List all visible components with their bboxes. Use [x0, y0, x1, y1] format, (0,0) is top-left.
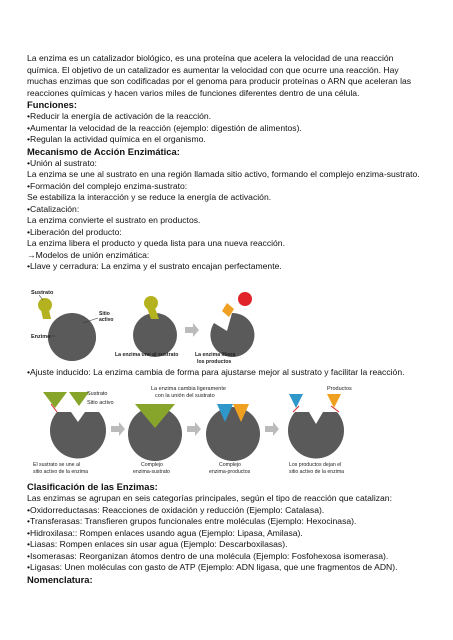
clasificacion-item: •Oxidorreductasas: Reacciones de oxidación y reducción (Ejemplo: Catalasa). — [27, 504, 325, 515]
mecanismo-line: •Formación del complejo enzima-sustrato: — [27, 180, 188, 191]
productos-label: Productos — [327, 386, 352, 392]
funciones-item: •Regulan la actividad química en el organismo. — [27, 134, 206, 144]
substrate-shape — [41, 310, 51, 319]
caption-libera: La enzima libera — [195, 352, 236, 358]
enzyme-shape — [133, 313, 177, 357]
mecanismo-line: La enzima se une al sustrato en una región llamada sitio activo, formando el complejo enzima-sustrato. — [27, 169, 420, 179]
mecanismo-line: •Catalización: — [27, 203, 80, 214]
clasificacion-item: •Isomerasas: Reorganizan átomos dentro de una molécula (Ejemplo: Fosfohexosa isomerasa). — [27, 550, 389, 561]
cap1a: El sustrato se une al — [33, 462, 81, 468]
enzima-label: Enzima — [31, 334, 51, 340]
sustrato-label: Sustrato — [31, 290, 54, 296]
caption-productos: los productos — [197, 359, 232, 365]
nomenclatura-heading: Nomenclatura: — [27, 573, 93, 585]
activo-label: activo — [99, 317, 114, 323]
cap3b: enzima-productos — [209, 469, 251, 475]
substrate-shape — [144, 296, 158, 310]
sitio-activo-label: Sitio activo — [87, 400, 114, 406]
clasificacion-item: •Ligasas: Unen moléculas con gasto de ATP (Ejemplo: ADN ligasa, que une fragmentos de ADN). — [27, 562, 398, 572]
sitio-label: Sitio — [99, 311, 110, 317]
mecanismo-line: •Unión al sustrato: — [27, 157, 97, 168]
clasificacion-item: •Liasas: Rompen enlaces sin usar agua (Ejemplo: Descarboxilasas). — [27, 539, 288, 549]
mecanismo-line: La enzima libera el producto y queda lista para una nueva reacción. — [27, 238, 285, 248]
cap4a: Los productos dejan el — [289, 462, 342, 468]
ajuste-paragraph: •Ajuste inducido: La enzima cambia de forma para ajustarse mejor al sustrato y facilitar la reacción. — [27, 367, 405, 377]
induced-fit-figure — [27, 382, 427, 477]
cambio-label-1: La enzima cambia ligeramente — [151, 386, 226, 392]
clasificacion-heading: Clasificación de las Enzimas: — [27, 481, 158, 492]
product-red-shape — [238, 292, 252, 306]
mecanismo-line: •Liberación del producto: — [27, 226, 122, 237]
cap3a: Complejo — [219, 462, 241, 468]
lock-and-key-figure — [27, 283, 277, 365]
enzyme-shape — [210, 313, 254, 357]
caption-une: La enzima une al sustrato — [115, 352, 179, 358]
clasificacion-section — [27, 481, 427, 586]
funciones-heading: Funciones: — [27, 99, 78, 110]
cambio-label-2: con la unión del sustrato — [155, 393, 215, 399]
sustrato-label: Sustrato — [87, 391, 108, 397]
mecanismo-line: Se estabiliza la interacción y se reduce la energía de activación. — [27, 192, 272, 202]
arrow-icon — [185, 323, 199, 337]
cap4b: sitio activo de la enzima — [289, 469, 345, 475]
clasificacion-item: •Transferasas: Transfieren grupos funcionales entre moléculas (Ejemplo: Hexocinasa). — [27, 516, 357, 526]
funciones-item: •Aumentar la velocidad de la reacción (ejemplo: digestión de alimentos). — [27, 122, 302, 133]
substrate-shape — [38, 298, 52, 312]
mecanismo-line: •Llave y cerradura: La enzima y el sustrato encajan perfectamente. — [27, 261, 282, 271]
enzyme-shape — [206, 407, 260, 461]
cap1b: sitio activo de la enzima — [33, 469, 89, 475]
cap2a: Complejo — [141, 462, 163, 468]
clasificacion-item: •Hidroxilasa:: Rompen enlaces usando agua (Ejemplo: Lipasa, Amilasa). — [27, 527, 303, 538]
intro-paragraph: La enzima es un catalizador biológico, es una proteína que acelera la velocidad de una reacción química. El objetivo de un catalizador es aumentar la velocidad con que ocurre una reacción. Hay muchas enzimas que son codificadas por el genoma para producir proteínas o ARN que aceleran las reacciones químicas y hacen varios miles de funciones diferentes dentro de una célula. — [27, 53, 412, 98]
cap2b: enzima-sustrato — [133, 469, 170, 475]
mecanismo-line: →Modelos de unión enzimática: — [27, 249, 150, 260]
funciones-item: •Reducir la energía de activación de la reacción. — [27, 111, 212, 121]
mecanismo-line: La enzima convierte el sustrato en productos. — [27, 215, 201, 225]
clasificacion-intro: Las enzimas se agrupan en seis categorías principales, según el tipo de reacción que catalizan: — [27, 493, 392, 503]
document-body — [27, 53, 427, 273]
mecanismo-heading: Mecanismo de Acción Enzimática: — [27, 145, 180, 157]
